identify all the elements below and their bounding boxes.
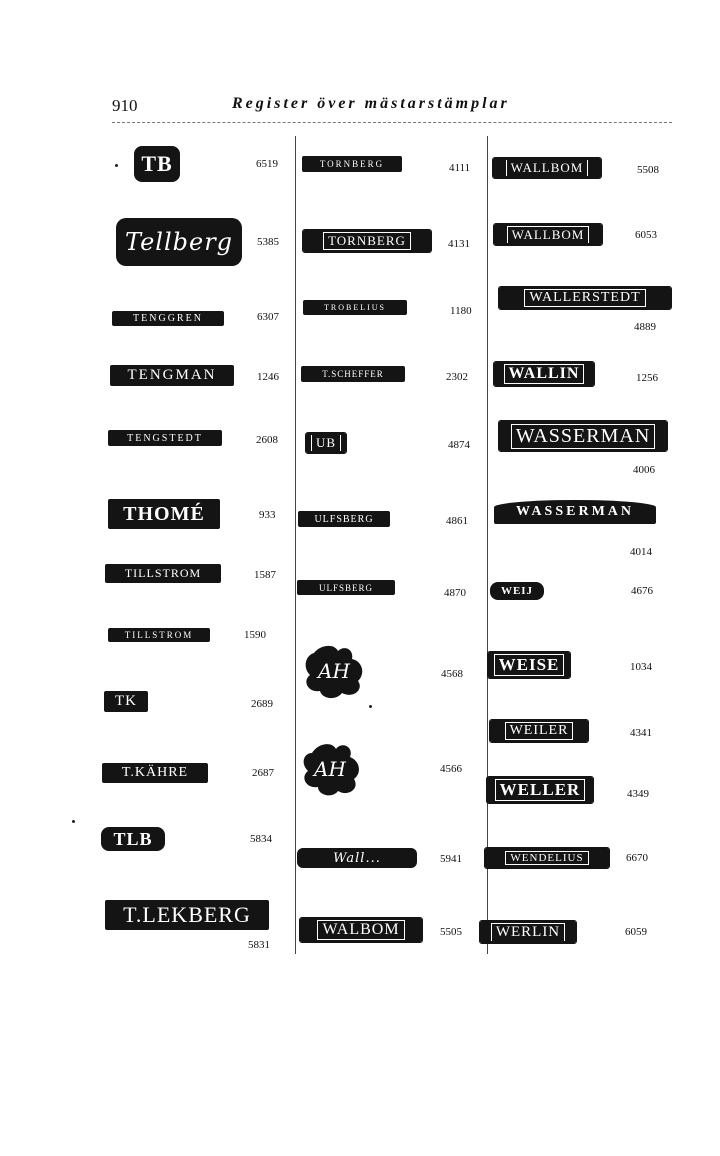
stamp-text: AH [318, 659, 350, 683]
master-stamp [297, 580, 395, 595]
master-stamp [302, 156, 402, 172]
master-stamp [301, 366, 405, 382]
stamp-number: 4111 [449, 162, 471, 174]
master-stamp [494, 224, 602, 245]
stamp-number: 5508 [637, 164, 659, 176]
master-stamp [494, 500, 656, 524]
stamp-text: TILLSTROM [124, 566, 202, 580]
stamp-text: ULFSBERG [318, 582, 373, 593]
master-stamp [303, 230, 431, 252]
stamp-text: TENGGREN [133, 313, 203, 324]
stamp-number: 1246 [257, 371, 279, 383]
master-stamp [499, 287, 671, 309]
stamp-number: 2689 [251, 698, 273, 710]
stamp-number: 4861 [446, 515, 468, 527]
page-title: Register över mästarstämplar [232, 95, 510, 112]
master-stamp [101, 827, 165, 851]
stamp-number: 5385 [257, 236, 279, 248]
stamp-text: WALBOM [317, 920, 404, 940]
stamp-number: 6519 [256, 158, 278, 170]
stamp-text: WASSERMAN [511, 424, 656, 449]
master-stamp [480, 921, 576, 943]
master-stamp [110, 365, 234, 386]
master-stamp [105, 564, 221, 583]
stamp-number: 4566 [440, 763, 462, 775]
master-stamp [487, 777, 593, 803]
stamp-text: TENGSTEDT [127, 432, 203, 444]
stamp-text: WERLIN [491, 923, 565, 942]
stamp-text: WEISE [494, 654, 565, 676]
master-stamp [303, 300, 407, 315]
master-stamp [490, 720, 588, 742]
master-stamp [488, 652, 570, 678]
master-stamp [102, 763, 208, 783]
master-stamp [105, 900, 269, 930]
stamp-text: Wall... [333, 850, 381, 866]
margin-dot [72, 820, 75, 823]
master-stamp [494, 362, 594, 386]
bullet-dot [115, 164, 118, 167]
stamp-text: WALLERSTEDT [524, 289, 645, 307]
stamp-text: Tellberg [124, 228, 234, 256]
master-stamp [306, 433, 346, 453]
stamp-text: WENDELIUS [505, 851, 588, 865]
stamp-number: 1034 [630, 661, 652, 673]
stamp-text: WALLBOM [507, 226, 590, 244]
stray-dot [369, 705, 372, 708]
stamp-text: WALLIN [504, 364, 585, 384]
master-stamp [108, 628, 210, 642]
stamp-number: 5831 [248, 939, 270, 951]
stamp-number: 6059 [625, 926, 647, 938]
master-stamp [108, 430, 222, 446]
stamp-number: 4676 [631, 585, 653, 597]
stamp-number: 4006 [633, 464, 655, 476]
stamp-number: 1256 [636, 372, 658, 384]
stamp-text: TORNBERG [319, 159, 385, 169]
stamp-number: 1180 [450, 305, 472, 317]
stamp-number: 933 [259, 509, 276, 521]
stamp-text: TENGMAN [127, 367, 217, 383]
master-stamp [134, 146, 180, 182]
stamp-number: 4870 [444, 587, 466, 599]
header-rule [112, 122, 672, 123]
stamp-number: 2302 [446, 371, 468, 383]
stamp-number: 4349 [627, 788, 649, 800]
master-stamp [493, 158, 601, 178]
master-stamp [490, 582, 544, 600]
stamp-number: 1590 [244, 629, 266, 641]
master-stamp [297, 848, 417, 868]
page-number: 910 [112, 96, 138, 115]
stamp-text: TK [115, 693, 137, 709]
stamp-text: T.LEKBERG [123, 902, 251, 927]
stamp-number: 6307 [257, 311, 279, 323]
master-stamp [104, 691, 148, 712]
stamp-number: 6053 [635, 229, 657, 241]
master-stamp [298, 511, 390, 527]
stamp-text: UB [311, 434, 341, 452]
stamp-number: 5941 [440, 853, 462, 865]
stamp-number: 4568 [441, 668, 463, 680]
stamp-text: T.KÄHRE [121, 765, 189, 780]
stamp-number: 1587 [254, 569, 276, 581]
column-divider-left [295, 136, 296, 954]
stamp-text: TLB [113, 828, 153, 849]
master-stamp [116, 218, 242, 266]
stamp-number: 5505 [440, 926, 462, 938]
stamp-text: AH [314, 757, 346, 781]
stamp-number: 4131 [448, 238, 470, 250]
stamp-number: 4874 [448, 439, 470, 451]
stamp-text: THOMÉ [123, 502, 205, 525]
stamp-text: ULFSBERG [314, 513, 374, 525]
master-stamp [485, 848, 609, 868]
monogram-stamp [300, 741, 366, 797]
master-stamp [112, 311, 224, 326]
stamp-number: 6670 [626, 852, 648, 864]
stamp-number: 2687 [252, 767, 274, 779]
master-stamp [499, 421, 667, 451]
stamp-number: 5834 [250, 833, 272, 845]
stamp-text: WEIJ [500, 585, 534, 597]
stamp-text: TB [141, 151, 173, 176]
stamp-number: 4014 [630, 546, 652, 558]
stamp-text: WEILER [505, 722, 574, 740]
stamp-text: TORNBERG [323, 232, 411, 250]
stamp-text: TROBELIUS [324, 303, 386, 312]
master-stamp [108, 499, 220, 529]
stamp-text: T.SCHEFFER [322, 369, 384, 379]
master-stamp [300, 918, 422, 942]
stamp-text: TILLSTROM [124, 630, 194, 640]
stamp-text: WELLER [495, 779, 586, 801]
stamp-text: WASSERMAN [515, 504, 634, 519]
stamp-text: WALLBOM [506, 159, 589, 177]
stamp-number: 2608 [256, 434, 278, 446]
column-divider-right [487, 136, 488, 954]
stamp-number: 4889 [634, 321, 656, 333]
stamp-number: 4341 [630, 727, 652, 739]
monogram-stamp [300, 643, 372, 699]
